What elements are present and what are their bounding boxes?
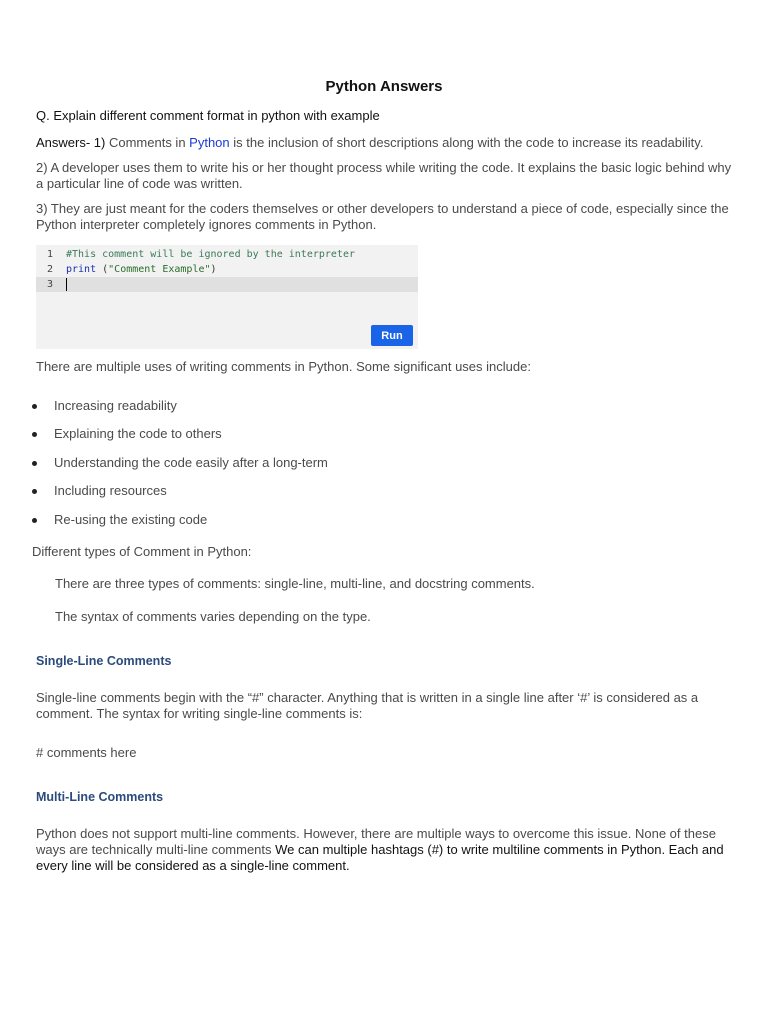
answer-text-before-link: Comments in [105,135,190,150]
types-syntax-note: The syntax of comments varies depending on the type. [55,609,371,624]
multi-line-text [36,826,736,874]
code-comment: #This comment will be ignored by the interpreter [66,249,355,260]
code-line-1 [36,247,418,262]
run-button[interactable]: Run [371,325,413,346]
multi-line-heading: Multi-Line Comments [36,790,164,804]
line-number: 3 [46,279,53,290]
line-number: 1 [46,249,53,260]
list-item: Re-using the existing code [54,512,208,527]
bullet-icon [32,432,37,437]
list-item: Explaining the code to others [54,426,222,441]
code-string: "Comment Example" [108,264,211,275]
multi-line-text-gray: Python does not support multi-line comments. However, there are multiple ways to overcome this issue. None of these ways are technically multi-line comments [36,826,716,857]
answer-prefix: Answers- 1) [36,135,106,150]
code-line-3[interactable] [36,277,418,292]
multi-line-text-black: We can multiple hashtags (#) to write multiline comments in Python. Each and every line will be considered as a single-line comment. [36,842,724,873]
python-link[interactable]: Python [189,135,230,150]
page-title: Python Answers [325,78,443,95]
single-line-syntax: # comments here [36,745,137,760]
list-item: Including resources [54,483,167,498]
answer-point-2: 2) A developer uses them to write his or her thought process while writing the code. It explains the basic logic behind why a particular line of code was written. [36,160,732,191]
code-editor[interactable] [36,245,418,349]
code-close-paren: ) [210,264,217,275]
answer-point-1 [36,135,703,151]
code-line-2 [36,262,418,277]
bullet-icon [32,461,37,466]
single-line-heading: Single-Line Comments [36,654,172,668]
answer-text-after-link: is the inclusion of short descriptions along with the code to increase its readability. [229,135,704,150]
answer-point-3: 3) They are just meant for the coders themselves or other developers to understand a piece of code, especially since the Python interpreter completely ignores comments in Python. [36,201,729,232]
list-item: Increasing readability [54,398,177,413]
text-cursor [66,278,67,291]
code-open-paren: ( [96,264,109,275]
bullet-icon [32,404,37,409]
uses-intro: There are multiple uses of writing comments in Python. Some significant uses include: [36,359,531,374]
question-text: Q. Explain different comment format in python with example [36,108,380,123]
single-line-text: Single-line comments begin with the “#” character. Anything that is written in a single line after ‘#’ is considered as a comment. The syntax for writing single-line comments is: [36,690,699,721]
code-keyword: print [66,264,97,275]
list-item: Understanding the code easily after a long-term [54,455,328,470]
bullet-icon [32,489,37,494]
types-description: There are three types of comments: single-line, multi-line, and docstring comments. [55,576,535,591]
code-statement [66,262,217,277]
types-heading: Different types of Comment in Python: [32,544,252,559]
line-number: 2 [46,264,53,275]
bullet-icon [32,518,37,523]
